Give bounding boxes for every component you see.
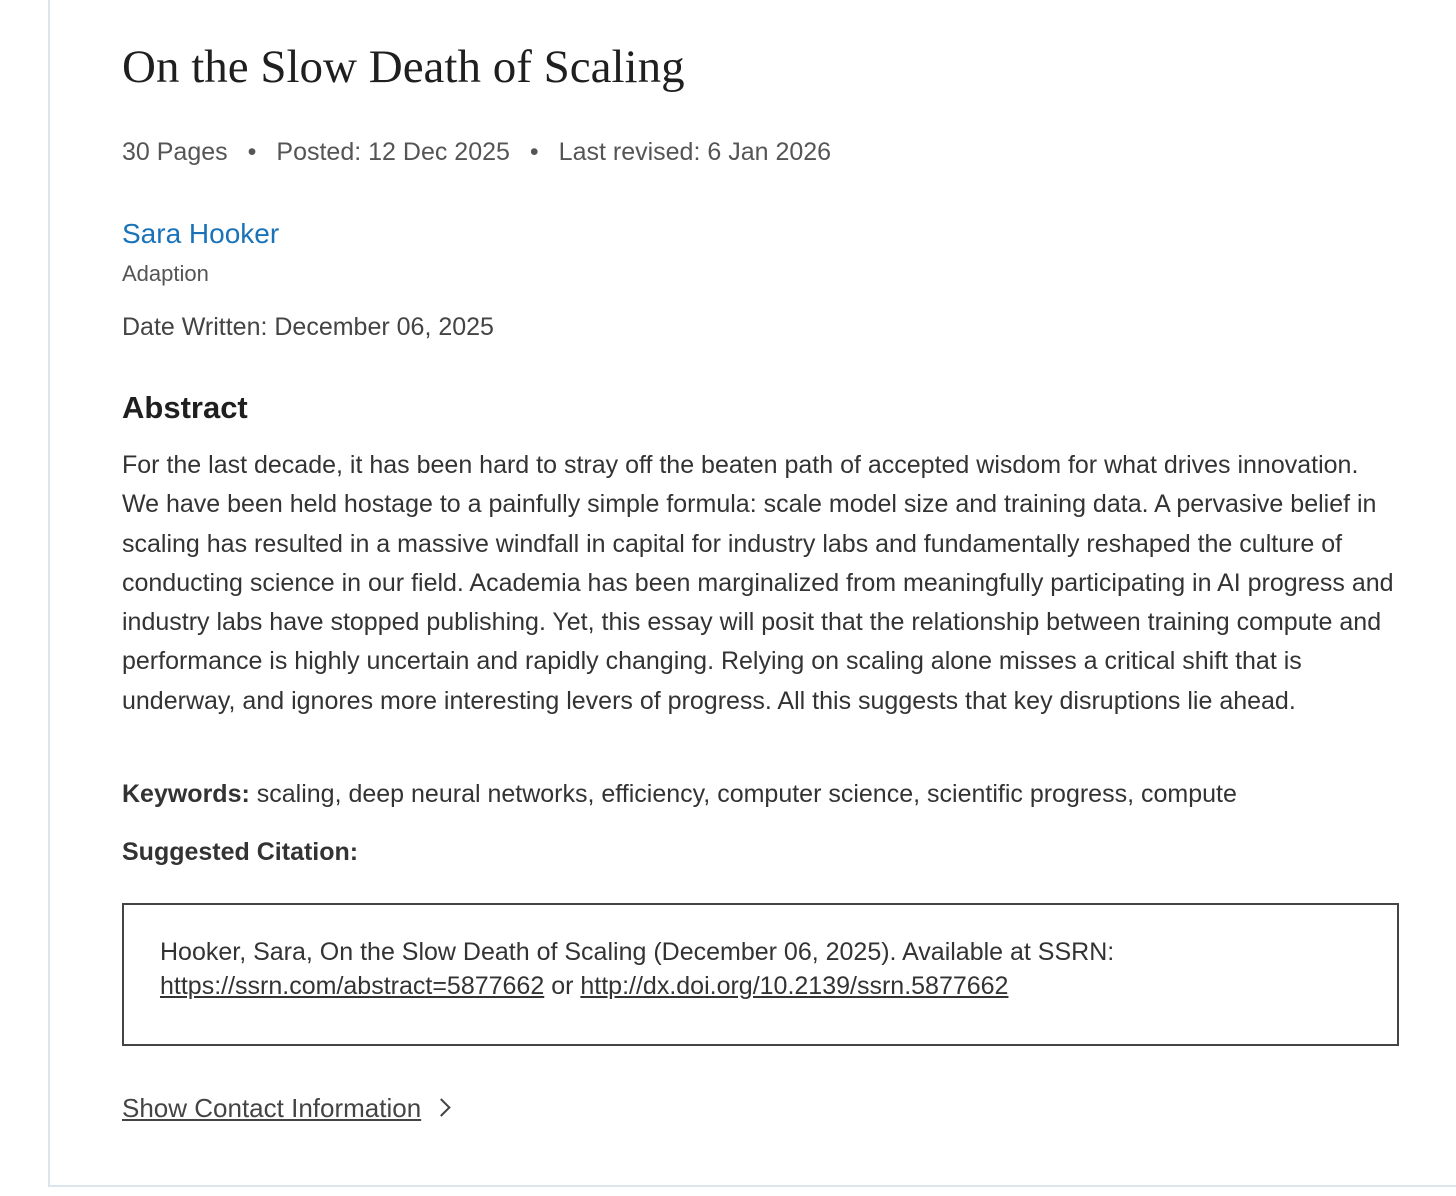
date-written: Date Written: December 06, 2025 — [122, 313, 494, 341]
citation-box — [122, 903, 1399, 1046]
paper-panel — [48, 0, 1456, 1187]
meta-separator: • — [247, 138, 257, 166]
author-affiliation: Adaption — [122, 261, 209, 286]
page-count: 30 Pages — [122, 138, 228, 166]
doi-link[interactable]: http://dx.doi.org/10.2139/ssrn.5877662 — [580, 972, 1009, 1000]
keywords-label: Keywords: — [122, 780, 250, 808]
meta-separator: • — [529, 138, 539, 166]
posted-date: Posted: 12 Dec 2025 — [276, 138, 510, 166]
citation-or: or — [544, 972, 581, 1000]
keywords — [122, 780, 1237, 809]
citation-text: Hooker, Sara, On the Slow Death of Scaling (December 06, 2025). Available at SSRN: — [160, 938, 1115, 966]
abstract-heading: Abstract — [122, 390, 248, 425]
chevron-right-icon — [432, 1098, 450, 1116]
citation-heading: Suggested Citation: — [122, 838, 359, 866]
ssrn-link[interactable]: https://ssrn.com/abstract=5877662 — [160, 972, 545, 1000]
paper-meta — [122, 138, 831, 167]
author-link[interactable]: Sara Hooker — [122, 218, 280, 249]
revised-date: Last revised: 6 Jan 2026 — [558, 138, 832, 166]
show-contact-label: Show Contact Information — [122, 1093, 422, 1123]
keywords-value: scaling, deep neural networks, efficiency, computer science, scientific progress, compute — [249, 780, 1237, 808]
page-title: On the Slow Death of Scaling — [122, 41, 685, 93]
show-contact-button[interactable] — [122, 1093, 448, 1124]
abstract-text: For the last decade, it has been hard to stray off the beaten path of accepted wisdom for what drives innovation. We have been held hostage to a painfully simple formula: scale model size and training data. A pervasive belief in scaling has resulted in a massive windfall in capital for industry labs and fundamentally reshaped the culture of conducting science in our field. Academia has been marginalized from meaningfully participating in AI progress and industry labs have stopped publishing. Yet, this essay will posit that the relationship between training compute and performance is highly uncertain and rapidly changing. Relying on scaling alone misses a critical shift that is underway, and ignores more interesting levers of progress. All this suggests that key disruptions lie ahead. — [122, 451, 1394, 715]
